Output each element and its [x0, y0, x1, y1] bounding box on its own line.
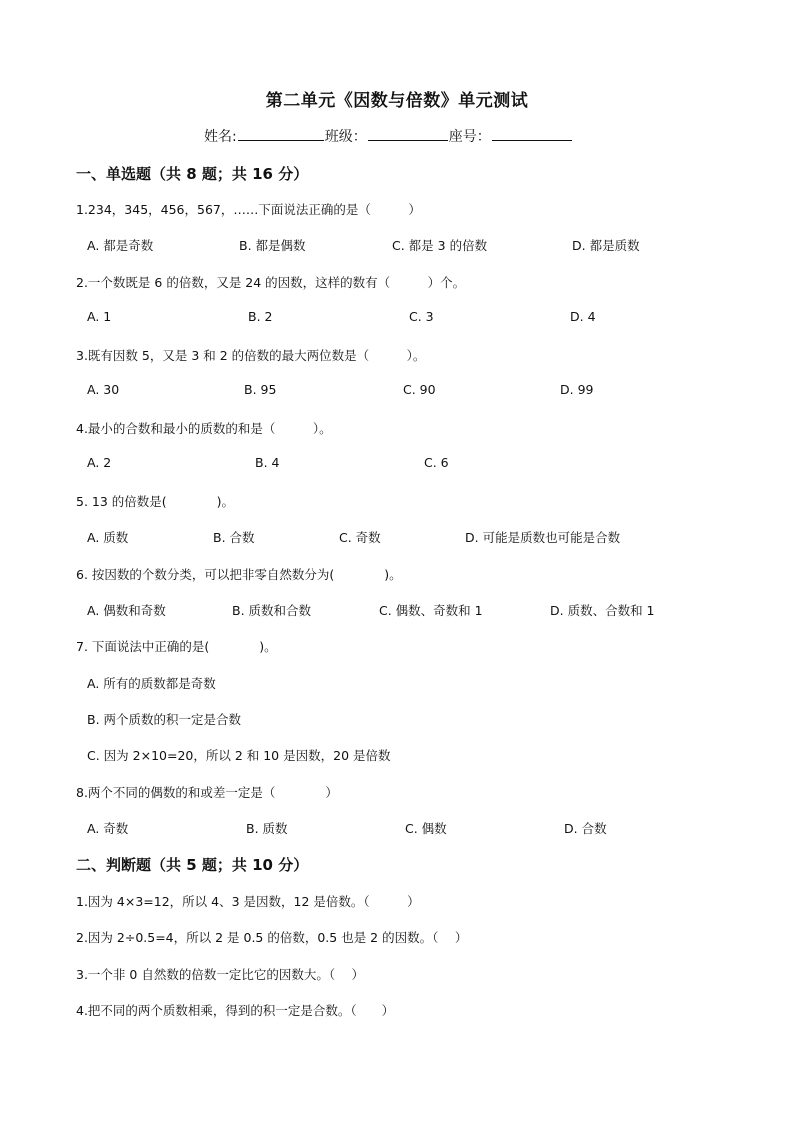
option[interactable]: A. 2: [87, 455, 112, 470]
judgement-question: 2.因为 2÷0.5=4，所以 2 是 0.5 的倍数，0.5 也是 2 的因数。（ ）: [76, 930, 468, 945]
options-row: [87, 601, 767, 619]
question-text: 1.234，345，456，567，……下面说法正确的是（ ）: [76, 202, 421, 217]
options-row: [87, 309, 767, 327]
option[interactable]: D. 质数、合数和 1: [550, 603, 655, 618]
options-row: [87, 455, 767, 473]
name-label: 姓名:: [204, 129, 237, 145]
option[interactable]: D. 4: [570, 309, 596, 324]
option[interactable]: A. 所有的质数都是奇数: [87, 676, 216, 691]
judgement-question: 3.一个非 0 自然数的倍数一定比它的因数大。（ ）: [76, 967, 365, 982]
option[interactable]: B. 合数: [213, 530, 255, 545]
seat-blank[interactable]: [492, 126, 572, 141]
option[interactable]: D. 都是质数: [572, 238, 640, 253]
option[interactable]: B. 都是偶数: [239, 238, 306, 253]
question-text: 2.一个数既是 6 的倍数，又是 24 的因数，这样的数有（ ）个。: [76, 275, 466, 290]
class-label: 班级：: [324, 129, 367, 145]
option[interactable]: C. 因为 2×10=20，所以 2 和 10 是因数，20 是倍数: [87, 748, 391, 763]
option[interactable]: B. 4: [255, 455, 280, 470]
option[interactable]: C. 偶数、奇数和 1: [379, 603, 483, 618]
question-text: 3.既有因数 5，又是 3 和 2 的倍数的最大两位数是（ ）。: [76, 348, 426, 363]
option[interactable]: B. 两个质数的积一定是合数: [87, 712, 242, 727]
class-blank[interactable]: [368, 126, 448, 141]
option[interactable]: C. 偶数: [405, 821, 447, 836]
page-title: 第二单元《因数与倍数》单元测试: [265, 91, 529, 111]
name-blank[interactable]: [238, 126, 324, 141]
option[interactable]: C. 90: [403, 382, 436, 397]
option[interactable]: D. 合数: [564, 821, 607, 836]
option[interactable]: C. 3: [409, 309, 434, 324]
option[interactable]: C. 都是 3 的倍数: [392, 238, 488, 253]
options-row: [87, 819, 767, 837]
option[interactable]: B. 质数: [246, 821, 288, 836]
options-row: [87, 528, 767, 546]
question-text: 4.最小的合数和最小的质数的和是（ ）。: [76, 421, 332, 436]
option[interactable]: B. 2: [248, 309, 273, 324]
option[interactable]: D. 可能是质数也可能是合数: [465, 530, 621, 545]
judgement-question: 1.因为 4×3=12，所以 4、3 是因数，12 是倍数。（ ）: [76, 894, 420, 909]
option[interactable]: A. 都是奇数: [87, 238, 154, 253]
option[interactable]: A. 1: [87, 309, 112, 324]
judgement-question: 4.把不同的两个质数相乘，得到的积一定是合数。（ ）: [76, 1003, 395, 1018]
section-heading-single-choice: 一、单选题（共 8 题；共 16 分）: [76, 165, 309, 183]
option[interactable]: C. 6: [424, 455, 449, 470]
option[interactable]: B. 质数和合数: [232, 603, 312, 618]
seat-label: 座号：: [448, 129, 491, 145]
option[interactable]: D. 99: [560, 382, 594, 397]
options-row: [87, 382, 767, 400]
option[interactable]: A. 质数: [87, 530, 129, 545]
option[interactable]: A. 30: [87, 382, 120, 397]
student-info-line: [204, 126, 764, 146]
section-heading-true-false: 二、判断题（共 5 题；共 10 分）: [76, 856, 309, 874]
option[interactable]: C. 奇数: [339, 530, 381, 545]
option[interactable]: B. 95: [244, 382, 277, 397]
question-text: 8.两个不同的偶数的和或差一定是（ ）: [76, 785, 338, 800]
option[interactable]: A. 偶数和奇数: [87, 603, 166, 618]
option[interactable]: A. 奇数: [87, 821, 129, 836]
question-text: 5. 13 的倍数是( )。: [76, 494, 235, 509]
question-text: 7. 下面说法中正确的是( )。: [76, 639, 277, 654]
options-row: [87, 236, 767, 254]
question-text: 6. 按因数的个数分类，可以把非零自然数分为( )。: [76, 567, 402, 582]
